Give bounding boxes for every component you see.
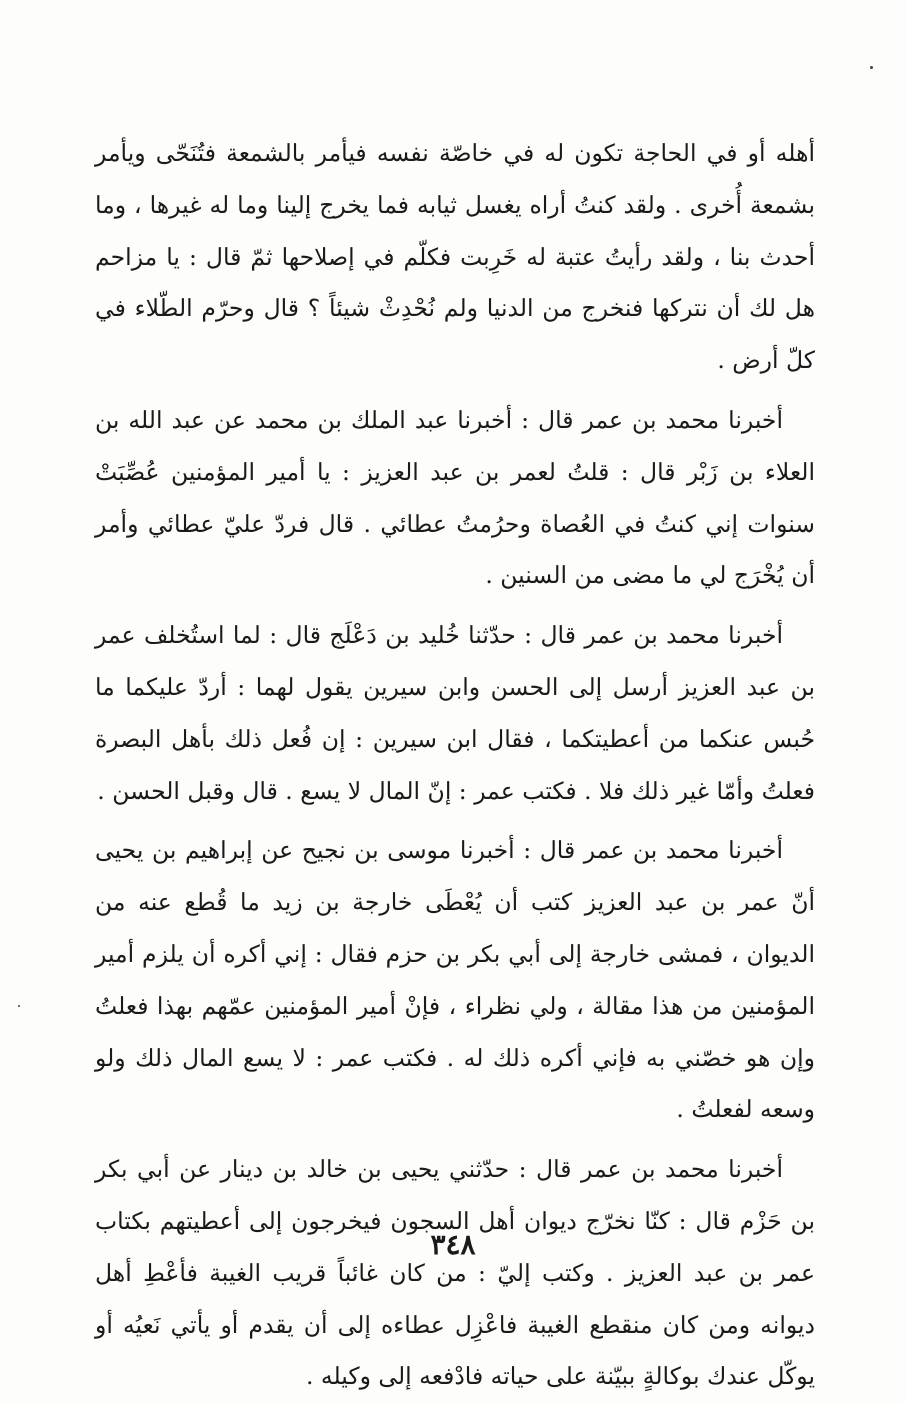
paragraph: أهله أو في الحاجة تكون له في خاصّة نفسه فيأمر بالشمعة فتُنَحّى ويأمر بشمعة أُخرى . ولقد كنتُ أراه يغسل ثيابه فما يخرج إلينا وما له غيرها ، وما أحدث بنا ، ولقد رأيتُ عتبة له خَرِبت فكلّم في إصلاحها ثمّ قال : يا مزاحم هل لك أن نتركها فنخرج من الدنيا ولم نُحْدِثْ شيئاً ؟ قال وحرّم الطّلاء في كلّ أرض . — [95, 139, 815, 375]
page-number: ٣٤٨ — [430, 1228, 476, 1261]
scan-speck — [18, 1005, 20, 1007]
body-text — [95, 128, 815, 1403]
paragraph: أخبرنا محمد بن عمر قال : حدّثنا خُليد بن دَعْلَج قال : لما استُخلف عمر بن عبد العزيز أرسل إلى الحسن وابن سيرين يقول لهما : أردّ عليكما ما حُبس عنكما من أعطيتكما ، فقال ابن سيرين : إن فُعل ذلك بأهل البصرة فعلتُ وأمّا غير ذلك فلا . فكتب عمر : إنّ المال لا يسع . قال وقبل الحسن . — [95, 621, 815, 805]
scan-speck — [870, 66, 873, 69]
paragraph: أخبرنا محمد بن عمر قال : أخبرنا موسى بن نجيح عن إبراهيم بن يحيى أنّ عمر بن عبد العزيز كتب أن يُعْطَى خارجة بن زيد ما قُطع عنه من الديوان ، فمشى خارجة إلى أبي بكر بن حزم فقال : إني أكره أن يلزم أمير المؤمنين من هذا مقالة ، ولي نظراء ، فإنْ أمير المؤمنين عمّهم بهذا فعلتُ وإن هو خصّني به فإني أكره ذلك له . فكتب عمر : لا يسع المال ذلك ولو وسعه لفعلتُ . — [95, 836, 815, 1124]
paragraph: أخبرنا محمد بن عمر قال : أخبرنا عبد الملك بن محمد عن عبد الله بن العلاء بن زَبْر قال : قلتُ لعمر بن عبد العزيز : يا أمير المؤمنين عُصِّبَتْ سنوات إني كنتُ في العُصاة وحرُمتُ عطائي . قال فردّ عليّ عطائي وأمر أن يُخْرَج لي ما مضى من السنين . — [95, 405, 815, 590]
paragraph: أخبرنا محمد بن عمر قال : حدّثني يحيى بن خالد بن دينار عن أبي بكر بن حَزْم قال : كنّا نخرّج ديوان أهل السجون فيخرجون إلى أعطيتهم بكتاب عمر بن عبد العزيز . وكتب إليّ : من كان غائباً قريب الغيبة فأعْطِ أهل ديوانه ومن كان منقطع الغيبة فاعْزِل عطاءه إلى أن يقدم أو يأتي نَعيُه أو يوكّل عندك بوكالةٍ ببيّنة على حياته فادْفعه إلى وكيله . — [95, 1155, 815, 1391]
